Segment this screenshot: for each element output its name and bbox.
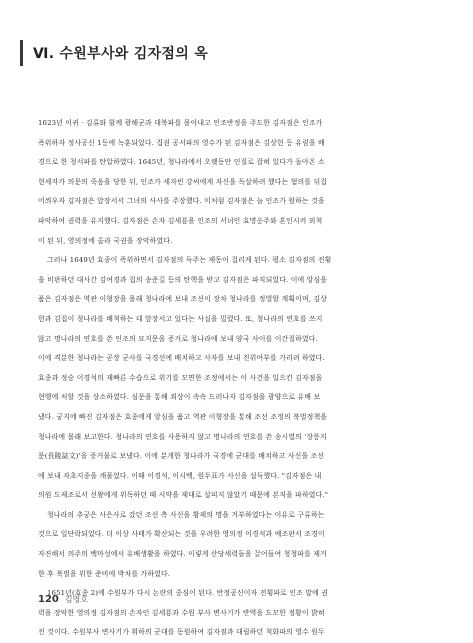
text-line: 효종과 정승 이경석의 재빠른 수습으로 위기를 모면한 조정에서는 이 사건을 일으킨 김자점을 — [38, 373, 323, 382]
text-line: 력을 장악한 영의정 김자점의 손자인 김세룡과 수원 부사 변사기가 반역을 도모한 정황이 밝혀 — [38, 608, 325, 617]
author-name: 김영호 — [64, 595, 89, 604]
text-line: 그러나 1649년 효종이 즉위하면서 김자점의 득주는 제동이 걸리게 된다. 평소 김자점의 전횡 — [47, 256, 332, 265]
text-line: 자진해서 의주의 백마성에서 유배생활을 하였다. 이렇게 산당세력들을 끌어들여 청청파를 제거 — [38, 550, 327, 559]
text-line: 않고 명나라의 연호를 쓴 인조의 묘지문을 증거로 청나라에 보내 양국 사이를 이간질하였다. — [38, 334, 318, 343]
text-line: 한 후 북벌을 위한 준비에 박차를 가하였다. — [38, 569, 171, 578]
text-line: 진 것이다. 수원부사 변사기가 휘하의 군대를 동원하여 김자점과 대립하던 척화파의 영수 원두 — [38, 628, 325, 637]
text-line: 현세자가 의문의 죽음을 당한 뒤, 인조가 세자빈 강씨에게 자신을 독살하려 했다는 혐의를 뒤집 — [38, 177, 328, 186]
section-title: Ⅵ. 수원부사와 김자점의 옥 — [33, 46, 209, 62]
text-line: 이에 격분한 청나라는 곧장 군사를 국경선에 배치하고 사자를 보내 진위여부를 가리려 하였다. — [38, 354, 325, 363]
text-line: 청나라의 추궁은 사은사로 갔던 조선 측 사신을 황제의 명을 거부하였다는 이유로 구류하는 — [47, 510, 325, 519]
text-line: 것으로 일단락되었다. 더 이상 사태가 확산되는 것을 우려한 영의정 이경석과 예조판서 조경이 — [38, 530, 325, 539]
text-line: 에 보내 자초지종을 캐물었다. 이때 이경석, 이시백, 원두표가 사신을 설득했다. "김자점은 내 — [38, 471, 322, 480]
heading-accent-bar — [20, 40, 23, 66]
page-footer — [38, 594, 88, 605]
text-line: 즉위하자 정사공신 1등에 녹훈되었다. 집권 공서파의 영수가 된 김자점은 김상헌 등 유림을 배 — [38, 138, 325, 147]
page-number: 120 — [38, 594, 59, 605]
text-line: 의원 도제조로서 선왕에게 위독하던 때 시약을 제대로 살피지 않았기 때문에 본직을 파하였다." — [38, 491, 329, 500]
section-heading — [20, 40, 208, 66]
text-line: 이 된 뒤, 영의정에 올라 국권을 장악하였다. — [38, 236, 173, 245]
text-line: 청나라에 몰래 보고한다. 청나라의 연호를 사용하지 않고 명나라의 연호를 쓴 송시열의 '장릉지 — [38, 432, 327, 441]
text-line: 경으로 한 청서파를 탄압하였다. 1645년, 청나라에서 오랫동안 인질로 잡혀 있다가 돌아온 소 — [38, 158, 325, 167]
text-line: 파악하여 권력을 유지했다. 김자점은 손자 김세룡을 인조의 서녀인 효명옹주와 혼인시켜 외척 — [38, 216, 323, 225]
text-line: 문(長陵誌文)'을 증거물로 보냈다. 이에 분개한 청나라가 국경에 군대를 배치하고 사신을 조선 — [38, 452, 325, 461]
text-line: 을 비판하던 대사간 김여경과 집의 송준길 등의 탄핵을 받고 김자점은 파직되었다. 이에 앙심을 — [38, 275, 328, 284]
text-line: 헌과 김집이 청나라를 배척하는 데 앞장서고 있다는 사실을 밀렸다. 또, 청나라의 연호를 쓰지 — [38, 314, 323, 323]
text-line: 어씌우자 김자점은 앞장서서 그녀의 사사를 주장했다. 이처럼 김자점은 늘 인조가 원하는 것을 — [38, 197, 325, 206]
text-line: 냈다. 궁지에 빠진 김자점은 효종에게 앙심을 품고 역관 이형장을 통해 조선 조정의 북벌정책을 — [38, 412, 328, 421]
text-line: 현행에 처할 것을 상소하였다. 심문을 통해 죄상이 속속 드러나자 김자점을 광양으로 유배 보 — [38, 393, 321, 402]
body-text — [38, 114, 446, 643]
text-line: 1651년(효종 2)에 수원부가 다시 논란의 중심이 된다. 반정공신이자 전횡파로 인조 말에 권 — [47, 589, 329, 598]
text-line: 1623년 이귀 · 김류와 함께 광해군과 대북파를 몰아내고 인조반정을 주도한 김자점은 인조가 — [38, 119, 323, 127]
text-line: 품은 김자점은 역관 이형장을 몰래 청나라에 보내 조선이 장차 청나라를 정벌할 계획이며, 김상 — [38, 295, 328, 304]
